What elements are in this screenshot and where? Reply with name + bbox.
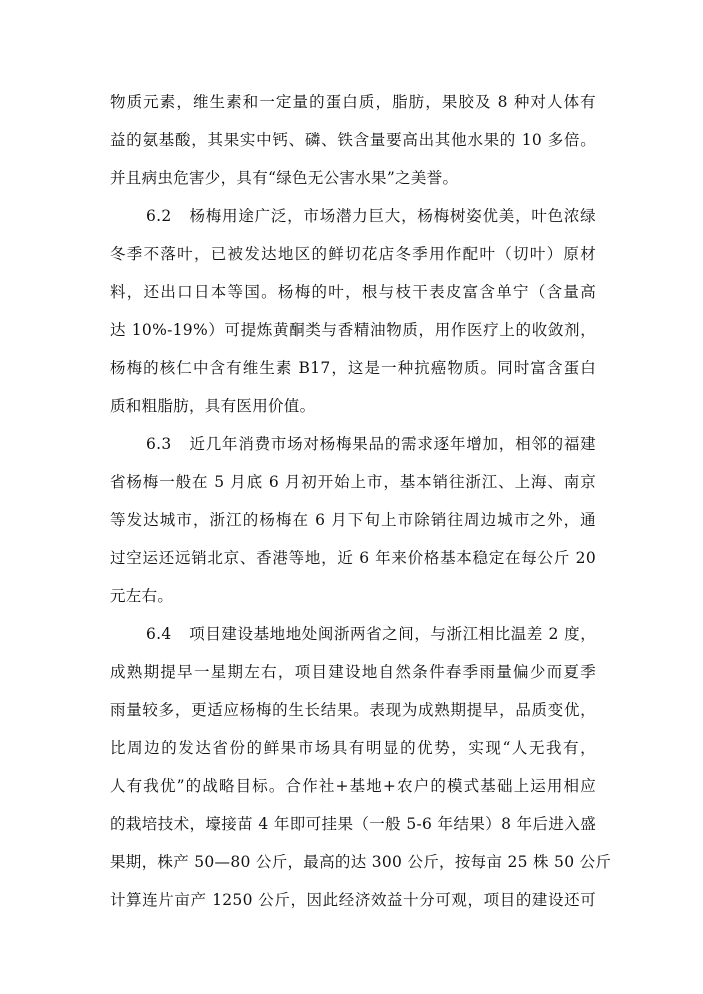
text-line: 料，还出口日本等国。杨梅的叶，根与枝干表皮富含单宁（含量高 bbox=[110, 283, 596, 301]
text-line: 项目建设基地地处闽浙两省之间，与浙江相比温差 2 度， bbox=[189, 625, 596, 643]
section-number: 6.3 bbox=[146, 435, 172, 453]
text-line: 的栽培技术，壕接苗 4 年即可挂果（一般 5-6 年结果）8 年后进入盛 bbox=[110, 815, 596, 833]
text-line: 杨梅的核仁中含有维生素 B17，这是一种抗癌物质。同时富含蛋白 bbox=[110, 359, 596, 377]
text-line: 过空运还远销北京、香港等地，近 6 年来价格基本稳定在每公斤 20 bbox=[110, 549, 596, 567]
text-line: 计算连片亩产 1250 公斤，因此经济效益十分可观，项目的建设还可 bbox=[110, 891, 596, 909]
text-line: 益的氨基酸，其果实中钙、磷、铁含量要高出其他水果的 10 多倍。 bbox=[110, 131, 596, 149]
section-6-3-first-line bbox=[146, 433, 596, 455]
text-line: 达 10%-19%）可提炼黄酮类与香精油物质，用作医疗上的收敛剂， bbox=[110, 321, 596, 339]
text-line: 物质元素，维生素和一定量的蛋白质，脂肪，果胶及 8 种对人体有 bbox=[110, 93, 596, 111]
text-line: 冬季不落叶，已被发达地区的鲜切花店冬季用作配叶（切叶）原材 bbox=[110, 245, 596, 263]
section-6-4-first-line bbox=[146, 623, 596, 645]
text-line: 人有我优”的战略目标。合作社+基地+农户的模式基础上运用相应 bbox=[110, 777, 596, 795]
text-line: 比周边的发达省份的鲜果市场具有明显的优势，实现“人无我有， bbox=[110, 739, 596, 757]
text-line: 雨量较多，更适应杨梅的生长结果。表现为成熟期提早，品质变优， bbox=[110, 701, 596, 719]
text-line: 等发达城市，浙江的杨梅在 6 月下旬上市除销往周边城市之外，通 bbox=[110, 511, 596, 529]
section-number: 6.4 bbox=[146, 625, 172, 643]
text-line: 省杨梅一般在 5 月底 6 月初开始上市，基本销往浙江、上海、南京 bbox=[110, 473, 596, 491]
text-line: 杨梅用途广泛，市场潜力巨大，杨梅树姿优美，叶色浓绿 bbox=[189, 207, 596, 225]
text-line: 元左右。 bbox=[110, 587, 174, 605]
text-line: 果期，株产 50—80 公斤，最高的达 300 公斤，按每亩 25 株 50 公斤 bbox=[110, 853, 612, 871]
text-line: 并且病虫危害少，具有“绿色无公害水果”之美誉。 bbox=[110, 169, 459, 187]
section-number: 6.2 bbox=[146, 207, 172, 225]
text-line: 近几年消费市场对杨梅果品的需求逐年增加，相邻的福建 bbox=[189, 435, 596, 453]
text-line: 质和粗脂肪，具有医用价值。 bbox=[110, 397, 316, 415]
section-6-2-first-line bbox=[146, 205, 596, 227]
text-line: 成熟期提早一星期左右，项目建设地自然条件春季雨量偏少而夏季 bbox=[110, 663, 596, 681]
